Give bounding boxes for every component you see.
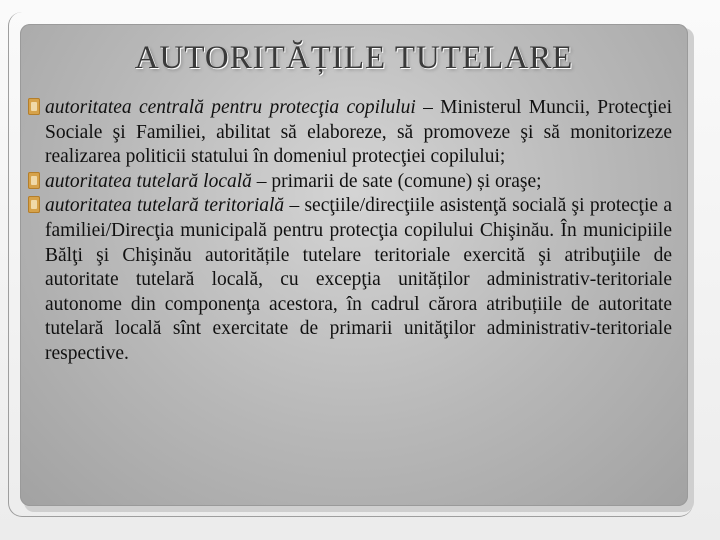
- item-lead: autoritatea tutelară teritorială: [45, 195, 285, 217]
- slide-title: AUTORITĂȚILE TUTELARE: [134, 40, 574, 76]
- item-lead: autoritatea centrală pentru protecţia copilului: [45, 97, 416, 118]
- bullet-icon: [28, 98, 40, 115]
- list-item: [28, 96, 672, 170]
- bullet-list: [28, 96, 672, 367]
- item-lead: autoritatea tutelară locală: [45, 170, 252, 192]
- bullet-icon: [28, 172, 40, 189]
- item-text: – primarii de sate (comune) și oraşe;: [251, 170, 542, 192]
- list-item: [28, 170, 672, 195]
- list-item: [28, 194, 672, 366]
- item-text: – Ministerul Muncii, Protecţiei Sociale şi Familiei, abilitat să elaboreze, să promoveze şi să monitorizeze realizarea politicii statului în domeniul protecţiei copilului;: [45, 97, 672, 168]
- item-text: – secţiile/direcţiile asistenţă socială şi protecţie a familiei/Direcţia municipală pentru protecţia copilului Chişinău. În municipiile Bălţi şi Chişinău autoritățile tutelare teritoriale exercită şi atribuţiile de autoritate tutelară locală, cu excepţia unităților administrativ-teritoriale autonome din componenţa acestora, în cadrul cărora atribuțiile de autoritate tutelară locală sînt exercitate de primarii unităţilor administrativ-teritoriale respective.: [45, 195, 672, 364]
- bullet-icon: [28, 196, 40, 213]
